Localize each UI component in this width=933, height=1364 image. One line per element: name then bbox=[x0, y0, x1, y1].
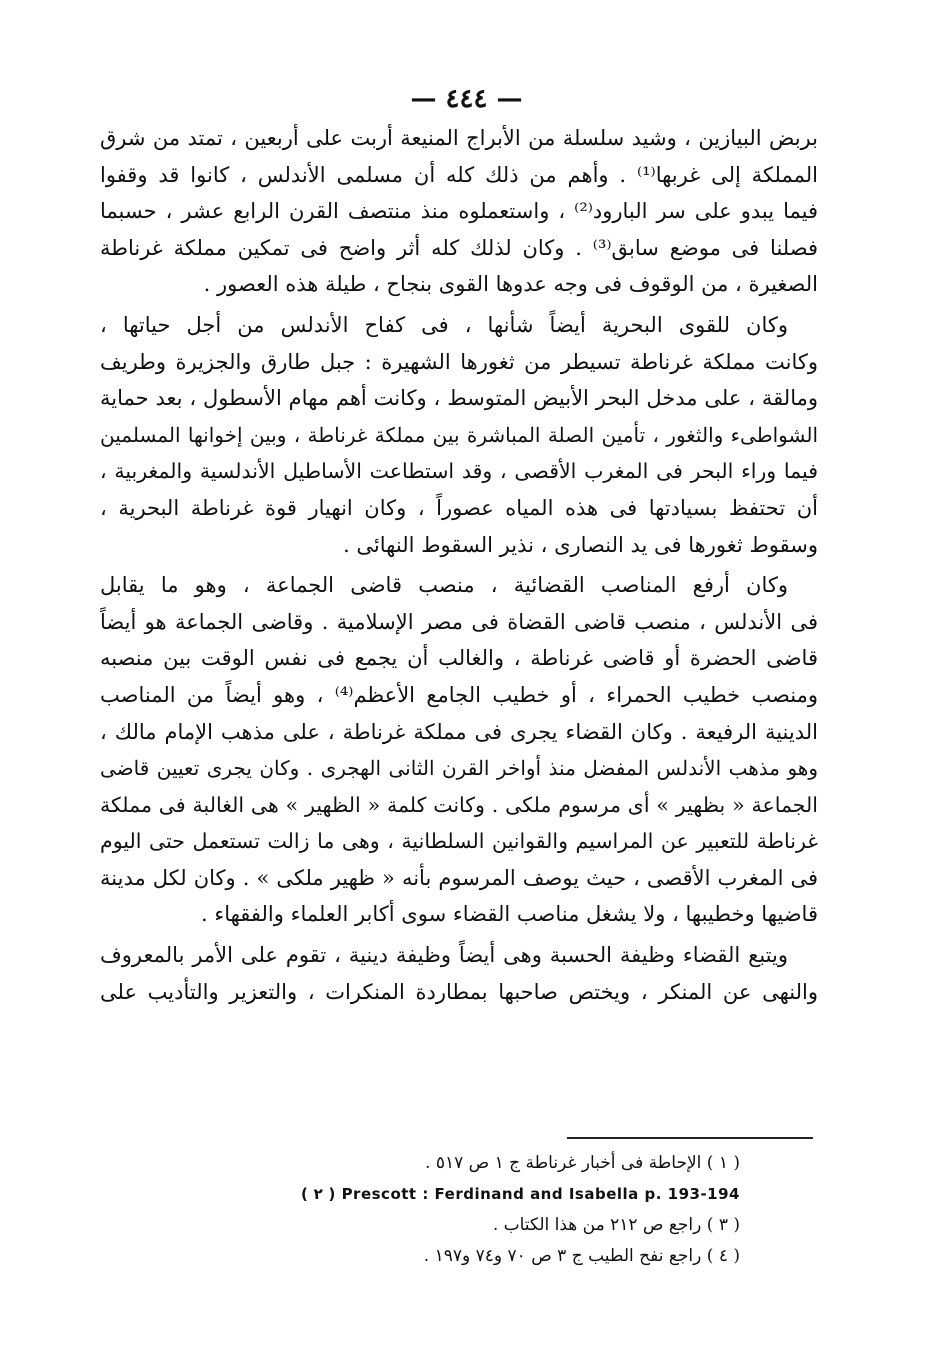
footnote-separator bbox=[567, 1137, 813, 1139]
footnote-1: ( ١ ) الإحاطة فى أخبار غرناطة ج ١ ص ٥١٧ . bbox=[425, 1153, 740, 1173]
text-line: والنهى عن المنكر ، ويختص صاحبها بمطاردة المنكرات ، والتعزير والتأديب على bbox=[100, 979, 818, 1004]
text-line: ومالقة ، على مدخل البحر الأبيض المتوسط ، وكانت أهم مهام الأسطول ، بعد حماية bbox=[100, 386, 818, 411]
text-line: وكانت مملكة غرناطة تسيطر من ثغورها الشهيرة : جبل طارق والجزيرة وطريف bbox=[100, 349, 818, 374]
text-line: فى المغرب الأقصى ، حيث يوصف المرسوم بأنه « ظهير ملكى » . وكان لكل مدينة bbox=[100, 865, 818, 890]
footnote-4: ( ٤ ) راجع نفح الطيب ج ٣ ص ٧٠ و٧٤ و١٩٧ . bbox=[423, 1246, 740, 1266]
paragraph bbox=[100, 307, 818, 563]
page-number: — ٤٤٤ — bbox=[410, 84, 523, 114]
footnote-2: Prescott : Ferdinand and Isabella p. 193-194 ( ٢ ) bbox=[301, 1185, 740, 1203]
text-line: الدينية الرفيعة . وكان القضاء يجرى فى مملكة غرناطة ، على مذهب الإمام مالك ، bbox=[100, 719, 818, 744]
text-line: المملكة إلى غربها⁽¹⁾ . وأهم من ذلك كله أن مسلمى الأندلس ، كانوا قد وقفوا bbox=[100, 162, 818, 187]
text-line: الصغيرة ، من الوقوف فى وجه عدوها القوى بنجاح ، طيلة هذه العصور . bbox=[203, 272, 818, 297]
text-line: وكان أرفع المناصب القضائية ، منصب قاضى الجماعة ، وهو ما يقابل bbox=[100, 573, 788, 598]
text-line: غرناطة للتعبير عن المراسيم والقوانين السلطانية ، وهى ما زالت تستعمل حتى اليوم bbox=[100, 829, 818, 854]
text-line: ومنصب خطيب الحمراء ، أو خطيب الجامع الأعظم⁽⁴⁾ ، وهو أيضاً من المناصب bbox=[100, 682, 818, 707]
footnote-3: ( ٣ ) راجع ص ٢١٢ من هذا الكتاب . bbox=[492, 1215, 740, 1235]
text-line: أن تحتفظ بسيادتها فى هذه المياه عصوراً ، وكان انهيار قوة غرناطة البحرية ، bbox=[100, 495, 818, 520]
text-line: وسقوط ثغورها فى يد النصارى ، نذير السقوط النهائى . bbox=[343, 532, 818, 557]
text-line: الجماعة « بظهير » أى مرسوم ملكى . وكانت كلمة « الظهير » هى الغالبة فى مملكة bbox=[100, 792, 818, 817]
text-line: فصلنا فى موضع سابق⁽³⁾ . وكان لذلك كله أثر واضح فى تمكين مملكة غرناطة bbox=[100, 235, 818, 260]
text-line: الشواطىء والثغور ، تأمين الصلة المباشرة بين مملكة غرناطة ، وبين إخوانها المسلمين bbox=[100, 422, 818, 447]
footnotes bbox=[200, 1148, 740, 1272]
text-line: وهو مذهب الأندلس المفضل منذ أواخر القرن الثانى الهجرى . وكان يجرى تعيين قاضى bbox=[100, 756, 818, 781]
body-text bbox=[100, 120, 818, 1010]
text-line: قاضيها وخطيبها ، ولا يشغل مناصب القضاء سوى أكابر العلماء والفقهاء . bbox=[200, 902, 818, 927]
text-line: فيما وراء البحر فى المغرب الأقصى ، وقد استطاعت الأساطيل الأندلسية والمغربية ، bbox=[100, 459, 818, 484]
paragraph bbox=[100, 120, 818, 303]
text-line: قاضى الحضرة أو قاضى غرناطة ، والغالب أن يجمع فى نفس الوقت بين منصبه bbox=[100, 646, 818, 671]
paragraph bbox=[100, 937, 818, 1010]
text-line: فيما يبدو على سر البارود⁽²⁾ ، واستعملوه منذ منتصف القرن الرابع عشر ، حسبما bbox=[100, 199, 818, 224]
text-line: ويتبع القضاء وظيفة الحسبة وهى أيضاً وظيفة دينية ، تقوم على الأمر بالمعروف bbox=[100, 943, 788, 968]
text-line: بربض البيازين ، وشيد سلسلة من الأبراج المنيعة أربت على أربعين ، تمتد من شرق bbox=[100, 126, 818, 150]
paragraph bbox=[100, 567, 818, 933]
text-line: فى الأندلس ، منصب قاضى القضاة فى مصر الإسلامية . وقاضى الجماعة هو أيضاً bbox=[100, 609, 818, 634]
text-line: وكان للقوى البحرية أيضاً شأنها ، فى كفاح الأندلس من أجل حياتها ، bbox=[100, 312, 788, 337]
